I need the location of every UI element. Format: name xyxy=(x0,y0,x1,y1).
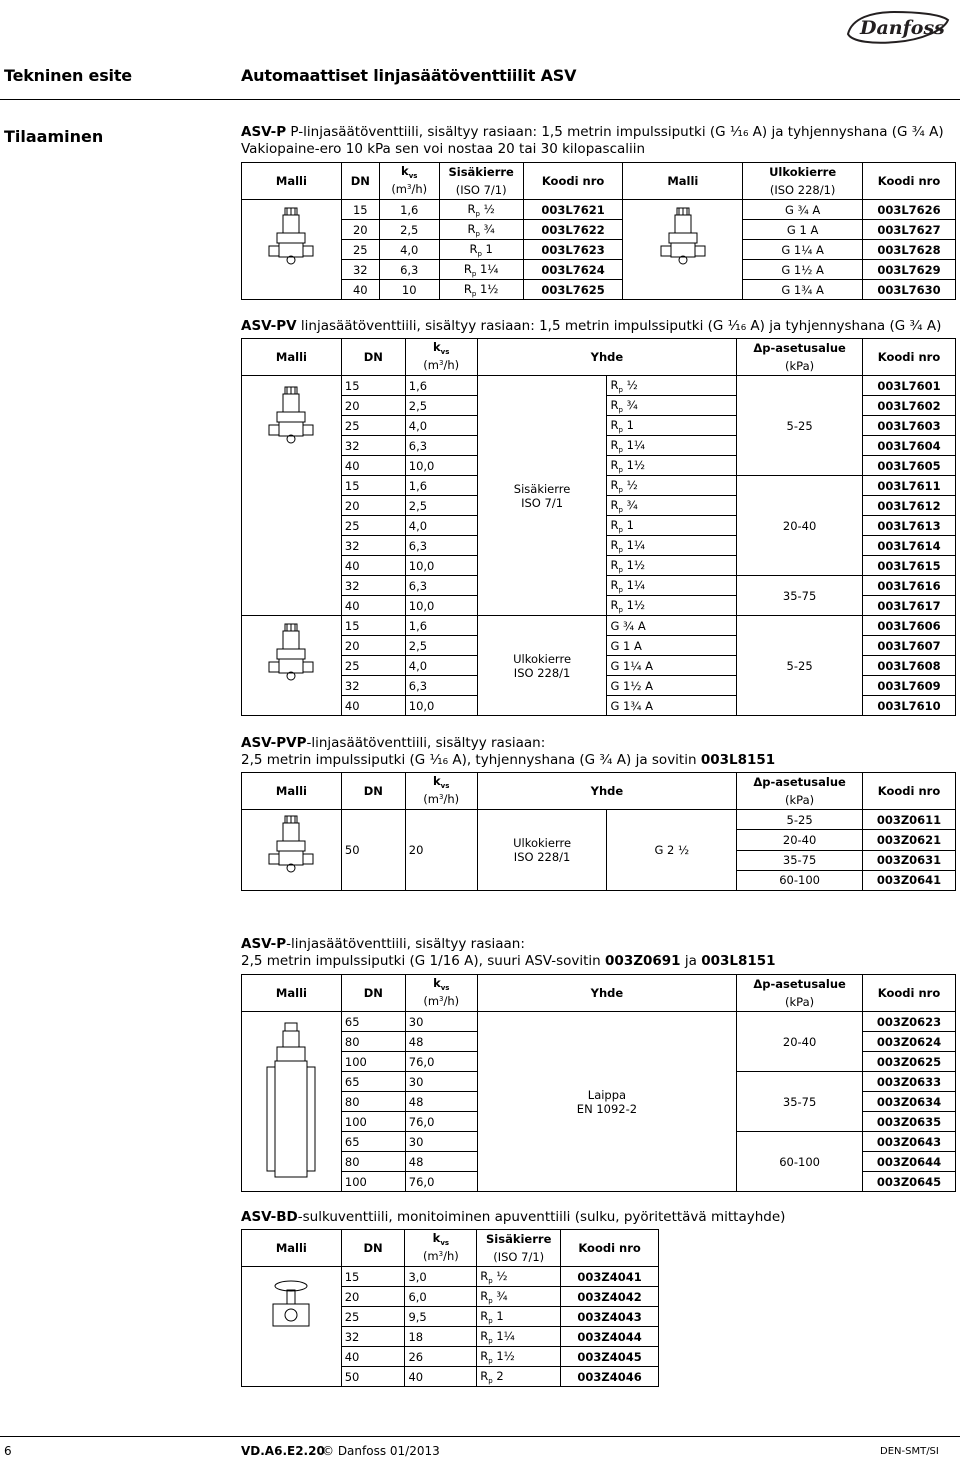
table-row: 25 4,0 $R_p$ 1 003L7623 G 1¼ A 003L7628 xyxy=(242,240,956,260)
rp-label: R xyxy=(610,517,619,532)
rp-label: R xyxy=(610,417,619,432)
table-row: 15 3,0 $R_p$ ½ 003Z4041 xyxy=(242,1267,659,1287)
table-row: 25 4,0 $R_p$ 1 003L7603 xyxy=(242,416,956,436)
table-row: 40 10,0 $R_p$ 1½ 003L7615 xyxy=(242,556,956,576)
section-asv-p-large-title: ASV-P-linjasäätöventtiili, sisältyy rasiaan: 2,5 metrin impulssiputki (G 1/16 A), suuri ASV-sovitin 003Z0691 ja 003L8151 xyxy=(241,936,776,969)
page-title: Automaattiset linjasäätöventtiilit ASV xyxy=(241,66,577,85)
rp-label: R xyxy=(610,557,619,572)
table-row: 25 4,0 $R_p$ 1 003L7613 xyxy=(242,516,956,536)
asv-pv-ext-valve-icon xyxy=(261,618,321,714)
table-row: 32 6,3 $R_p$ 1¼ 003L7604 xyxy=(242,436,956,456)
copyright: © Danfoss 01/2013 xyxy=(322,1444,440,1458)
rp-label: R xyxy=(610,577,619,592)
table-asv-pv: Malli DN $k_{vs}$ Yhde Δp-asetusalue Koodi nro $(m^3/h)$ (kPa) 15 1,6 Sisäkierre ISO 7/1 $R_p$ ½ 5-25 003L7601 20 2,5 $R_p$ ¾ 003L7602 25 4,0 $R_p$ 1 003L7603 32 6,3 $R_p$ 1¼ 003L7604 40 10,0 $R_p$ 1½ 003L7605 15 1,6 $R_p$ ½ 20-40 003L7611 20 2,5 $R_p$ ¾ 003L7612 25 4,0 $R_p$ 1 003L7613 32 6,3 $R_p$ 1¼ 003L7614 40 10,0 $R_p$ 1½ 003L7615 32 6,3 $R_p$ 1¼ 35-75 003L7616 40 10,0 $R_p$ 1½ 003L7617 15 1,6 Ulkokierre ISO 228/1 G ¾ A 5-25 003L7606 20 2,5 G 1 A 003L7607 25 4,0 G 1¼ A 003L7608 32 6,3 G 1½ A 003L7609 40 10,0 G 1¾ A 003L7610 xyxy=(241,338,956,716)
rp-label: R xyxy=(480,1288,489,1303)
rp-label: R xyxy=(610,437,619,452)
table-row: 100 76,0 003Z0625 xyxy=(242,1052,956,1072)
rp-label: R xyxy=(469,241,478,256)
doc-ref: DEN-SMT/SI xyxy=(880,1446,939,1457)
table-row: 32 6,3 $R_p$ 1¼ 003L7624 G 1½ A 003L7629 xyxy=(242,260,956,280)
rp-label: R xyxy=(467,201,476,216)
rp-label: R xyxy=(610,497,619,512)
footer-divider xyxy=(0,1436,960,1437)
table-row: 20 2,5 $R_p$ ¾ 003L7612 xyxy=(242,496,956,516)
rp-label: R xyxy=(610,537,619,552)
page-number: 6 xyxy=(4,1444,12,1458)
rp-label: R xyxy=(480,1268,489,1283)
table-row: 65 30 35-75 003Z0633 xyxy=(242,1072,956,1092)
rp-label: R xyxy=(610,457,619,472)
svg-text:Danfoss: Danfoss xyxy=(860,17,945,39)
table-asv-pvp: Malli DN $k_{vs}$ Yhde Δp-asetusalue Koodi nro $(m^3/h)$ (kPa) 50 20 Ulkokierre ISO 228/1 G 2 ½ 5-25 003Z0611 20-40 003Z0621 35-75 003Z0631 60-100 003Z0641 xyxy=(241,772,956,891)
table-row: 25 4,0 G 1¼ A 003L7608 xyxy=(242,656,956,676)
table-row: 15 1,6 Ulkokierre ISO 228/1 G ¾ A 5-25 003L7606 xyxy=(242,616,956,636)
asv-pv-valve-icon xyxy=(261,381,321,611)
table-row: 60-100 003Z0641 xyxy=(242,870,956,890)
table-row: 65 30 Laippa EN 1092-2 20-40 003Z0623 xyxy=(242,1012,956,1032)
table-asv-p: Malli DN $k_{vs}$ Sisäkierre Koodi nro Malli Ulkokierre Koodi nro $(m^3/h)$ (ISO 7/1) (ISO 228/1) 15 1,6 $R_p$ ½ 003L7621 G ¾ A 003L7626 20 2,5 $R_p$ ¾ 003L7622 G 1 A 003L7627 25 4,0 $R_p$ 1 003L7623 G 1¼ A 003L7628 32 6,3 $R_p$ 1¼ 003L7624 G 1½ A 003L7629 40 10 $R_p$ 1½ 003L7625 G 1¾ A 003L7630 xyxy=(241,162,956,300)
rp-label: R xyxy=(610,377,619,392)
rp-label: R xyxy=(480,1308,489,1323)
table-row: 80 48 003Z0634 xyxy=(242,1092,956,1112)
rp-label: R xyxy=(463,281,472,296)
section-asv-pv-title: ASV-PV linjasäätöventtiili, sisältyy rasiaan: 1,5 metrin impulssiputki (G ¹⁄₁₆ A) ja tyhjennyshana (G ¾ A) xyxy=(241,318,942,334)
table-row: 32 6,3 G 1½ A 003L7609 xyxy=(242,676,956,696)
table-row: 32 6,3 $R_p$ 1¼ 35-75 003L7616 xyxy=(242,576,956,596)
table-row: 65 30 60-100 003Z0643 xyxy=(242,1132,956,1152)
section-asv-p-title: ASV-P P-linjasäätöventtiili, sisältyy rasiaan: 1,5 metrin impulssiputki (G ¹⁄₁₆ A) ja tyhjennyshana (G ¾ A) Vakiopaine-ero 10 kPa sen voi nostaa 20 tai 30 kilopascaliin xyxy=(241,124,944,157)
table-asv-bd: Malli DN $k_{vs}$ Sisäkierre Koodi nro $(m^3/h)$ (ISO 7/1) 15 3,0 $R_p$ ½ 003Z4041 20 6,0 $R_p$ ¾ 003Z4042 25 9,5 $R_p$ 1 003Z4043 32 18 $R_p$ 1¼ 003Z4044 40 26 $R_p$ 1½ 003Z4045 50 40 $R_p$ 2 003Z4046 xyxy=(241,1229,659,1387)
asv-p-flanged-valve-icon xyxy=(261,1017,321,1187)
rp-label: R xyxy=(463,261,472,276)
rp-label: R xyxy=(480,1368,489,1383)
side-heading: Tilaaminen xyxy=(4,127,104,146)
table-row: 50 20 Ulkokierre ISO 228/1 G 2 ½ 5-25 003Z0611 xyxy=(242,810,956,830)
table-row: 32 18 $R_p$ 1¼ 003Z4044 xyxy=(242,1327,659,1347)
asv-p-valve-icon xyxy=(261,202,321,298)
table-row: 80 48 003Z0624 xyxy=(242,1032,956,1052)
table-row: 50 40 $R_p$ 2 003Z4046 xyxy=(242,1367,659,1387)
table-row: 20 2,5 $R_p$ ¾ 003L7602 xyxy=(242,396,956,416)
table-row: 40 10 $R_p$ 1½ 003L7625 G 1¾ A 003L7630 xyxy=(242,280,956,300)
table-row: 100 76,0 003Z0635 xyxy=(242,1112,956,1132)
table-row: 100 76,0 003Z0645 xyxy=(242,1172,956,1192)
doc-type-title: Tekninen esite xyxy=(4,66,132,85)
table-row: 80 48 003Z0644 xyxy=(242,1152,956,1172)
section-asv-pvp-title: ASV-PVP-linjasäätöventtiili, sisältyy rasiaan: 2,5 metrin impulssiputki (G ¹⁄₁₆ A), tyhjennyshana (G ¾ A) ja sovitin 003L8151 xyxy=(241,735,776,768)
table-row: 25 9,5 $R_p$ 1 003Z4043 xyxy=(242,1307,659,1327)
asv-pvp-valve-icon xyxy=(261,810,321,890)
rp-label: R xyxy=(480,1328,489,1343)
table-row: 40 10,0 $R_p$ 1½ 003L7605 xyxy=(242,456,956,476)
table-row: 20 2,5 G 1 A 003L7607 xyxy=(242,636,956,656)
table-row: 20-40 003Z0621 xyxy=(242,830,956,850)
rp-label: R xyxy=(467,221,476,236)
table-row: 32 6,3 $R_p$ 1¼ 003L7614 xyxy=(242,536,956,556)
table-row: 40 26 $R_p$ 1½ 003Z4045 xyxy=(242,1347,659,1367)
asv-p-ext-valve-icon xyxy=(653,202,713,298)
rp-label: R xyxy=(480,1348,489,1363)
table-row: 15 1,6 $R_p$ ½ 003L7621 G ¾ A 003L7626 xyxy=(242,200,956,220)
table-row: 15 1,6 $R_p$ ½ 20-40 003L7611 xyxy=(242,476,956,496)
doc-code: VD.A6.E2.20 xyxy=(241,1444,325,1458)
section-asv-bd-title: ASV-BD-sulkuventtiili, monitoiminen apuventtiili (sulku, pyöritettävä mittayhde) xyxy=(241,1209,786,1225)
rp-label: R xyxy=(610,397,619,412)
rp-label: R xyxy=(610,477,619,492)
table-row: 40 10,0 $R_p$ 1½ 003L7617 xyxy=(242,596,956,616)
table-row: 15 1,6 Sisäkierre ISO 7/1 $R_p$ ½ 5-25 003L7601 xyxy=(242,376,956,396)
table-row: 35-75 003Z0631 xyxy=(242,850,956,870)
asv-bd-valve-icon xyxy=(261,1272,321,1382)
table-row: 20 2,5 $R_p$ ¾ 003L7622 G 1 A 003L7627 xyxy=(242,220,956,240)
header-divider xyxy=(0,99,960,100)
rp-label: R xyxy=(610,597,619,612)
col-malli: Malli xyxy=(242,163,342,200)
danfoss-logo xyxy=(842,4,954,50)
table-row: 20 6,0 $R_p$ ¾ 003Z4042 xyxy=(242,1287,659,1307)
table-row: 40 10,0 G 1¾ A 003L7610 xyxy=(242,696,956,716)
table-asv-p-flanged: Malli DN $k_{vs}$ Yhde Δp-asetusalue Koodi nro $(m^3/h)$ (kPa) 65 30 Laippa EN 1092-2 20-40 003Z0623 80 48 003Z0624 100 76,0 003Z0625 65 30 35-75 003Z0633 80 48 003Z0634 100 76,0 003Z0635 65 30 60-100 003Z0643 80 48 003Z0644 100 76,0 003Z0645 xyxy=(241,974,956,1192)
